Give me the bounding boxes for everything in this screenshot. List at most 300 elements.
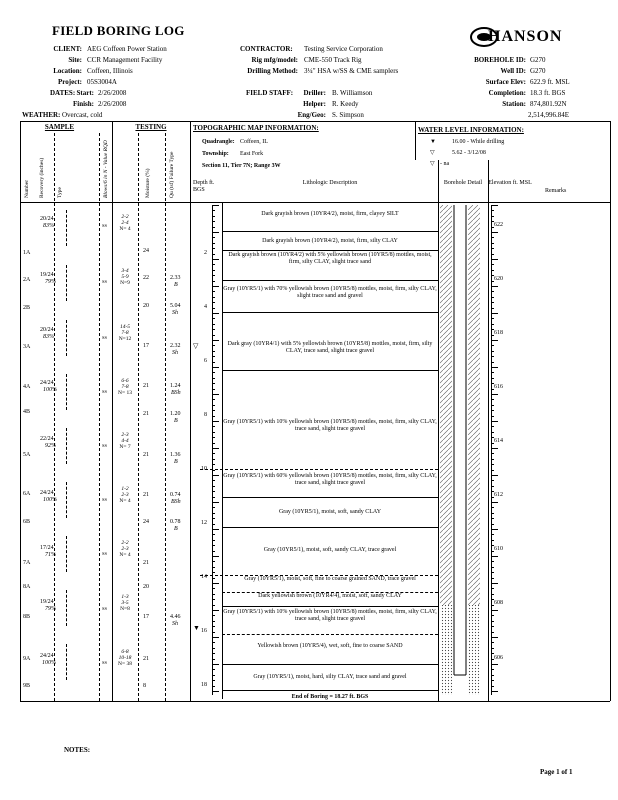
finish-value: 2/26/2008 xyxy=(98,100,127,108)
scale-tick xyxy=(491,578,494,579)
surface-label: Surface Elev: xyxy=(485,78,526,86)
scale-tick xyxy=(491,529,498,530)
failure-type: BSh xyxy=(171,390,181,396)
scale-tick xyxy=(212,232,219,233)
log-title: FIELD BORING LOG xyxy=(52,23,185,38)
scale-tick xyxy=(212,372,215,373)
scale-tick xyxy=(212,291,215,292)
scale-tick xyxy=(491,216,494,217)
well-label: Well ID: xyxy=(500,67,526,75)
scale-tick xyxy=(212,275,215,276)
scale-tick xyxy=(491,254,494,255)
sample-interval xyxy=(66,428,67,464)
scale-tick xyxy=(491,399,494,400)
scale-tick xyxy=(491,302,494,303)
scale-tick xyxy=(212,237,215,238)
scale-tick xyxy=(212,605,215,606)
scale-tick xyxy=(212,318,215,319)
scale-tick xyxy=(212,281,215,282)
sample-type: SS xyxy=(102,389,108,394)
lithology-description: Gray (10YR5/1), moist, soft, sandy CLAY xyxy=(278,509,382,515)
scale-tick xyxy=(212,691,219,692)
hanson-logo xyxy=(470,26,610,48)
scale-tick xyxy=(212,286,219,287)
sample-number: 6A xyxy=(23,491,31,497)
depth-label: 4 xyxy=(204,304,207,310)
scale-tick xyxy=(491,286,498,287)
sample-number: 9B xyxy=(23,683,31,689)
recovery-pct: 92% xyxy=(45,443,56,449)
rig-value: CME-550 Track Rig xyxy=(304,56,362,64)
scale-tick xyxy=(491,313,498,314)
scale-tick xyxy=(212,437,215,438)
scale-tick xyxy=(212,308,215,309)
lithology-description: Gray (10YR5/1), moist, hard, silty CLAY, trace sand and gravel xyxy=(253,674,407,680)
borehole-col-label: Borehole Detail xyxy=(443,180,483,186)
scale-tick xyxy=(212,329,215,330)
scale-tick xyxy=(212,637,219,638)
sample-type: SS xyxy=(102,443,108,448)
page-number: Page 1 of 1 xyxy=(540,768,573,776)
client-value: AEG Coffeen Power Station xyxy=(87,45,167,53)
scale-tick xyxy=(491,372,494,373)
moisture: 21 xyxy=(143,452,149,458)
table-left-border xyxy=(20,121,21,701)
helper-label: Helper: xyxy=(303,100,326,108)
scale-tick xyxy=(212,313,219,314)
scale-tick xyxy=(491,432,494,433)
table-right-border xyxy=(610,121,611,701)
depth-label: 12 xyxy=(201,520,207,526)
scale-tick xyxy=(491,632,494,633)
scale-tick xyxy=(491,410,494,411)
water-level-2: 5.62 - 3/12/08 xyxy=(452,150,486,156)
recovery-pct: 83% xyxy=(43,223,54,229)
scale-tick xyxy=(491,583,498,584)
sample-number: 1A xyxy=(23,250,31,256)
field-staff-label: FIELD STAFF: xyxy=(246,89,294,97)
moisture: 21 xyxy=(143,411,149,417)
water-level-1: 16.00 - While drilling xyxy=(452,139,505,145)
surface-value: 622.9 ft. MSL xyxy=(530,78,570,86)
scale-tick xyxy=(212,399,215,400)
moisture: 21 xyxy=(143,383,149,389)
lithology-description: Gray (10YR5/1), moist, soft, fine to coarse grained SAND, trace gravel xyxy=(244,576,416,582)
table-top-border xyxy=(20,121,610,122)
project-value: 05S3004A xyxy=(87,78,117,86)
water-after-icon: ▽ xyxy=(430,150,435,156)
helper-value: R. Keedy xyxy=(332,100,359,108)
topo-title: TOPOGRAPHIC MAP INFORMATION: xyxy=(193,124,319,132)
scale-tick xyxy=(491,318,494,319)
scale-tick xyxy=(491,669,494,670)
scale-tick xyxy=(212,351,215,352)
scale-tick xyxy=(212,583,219,584)
sample-type: SS xyxy=(102,497,108,502)
sample-interval xyxy=(66,320,67,356)
logo-text: HANSON xyxy=(488,28,563,45)
scale-tick xyxy=(212,421,219,422)
recovery-col-label: Recovery (inches) xyxy=(39,157,45,198)
drilling-label: Drilling Method: xyxy=(247,67,298,75)
scale-tick xyxy=(491,653,494,654)
layer-boundary xyxy=(222,231,438,232)
scale-tick xyxy=(212,248,215,249)
failure-type: B xyxy=(174,526,178,532)
layer-boundary xyxy=(222,606,438,607)
scale-tick xyxy=(491,378,494,379)
start-value: 2/26/2008 xyxy=(98,89,127,97)
sample-number: 9A xyxy=(23,656,31,662)
lithology-description: Dark grayish brown (10YR4/2) with 5% yellowish brown (10YR5/8) mottles, moist, firm, silty CLAY, slight trace sand xyxy=(228,252,432,265)
elev-label: 622 xyxy=(494,222,503,228)
station-label: Station: xyxy=(502,100,526,108)
scale-tick xyxy=(212,221,215,222)
blows: 1-3 3-5 N=8 xyxy=(120,594,130,612)
scale-tick xyxy=(491,270,494,271)
scale-tick xyxy=(212,243,215,244)
scale-tick xyxy=(212,540,215,541)
scale-tick xyxy=(212,297,215,298)
scale-tick xyxy=(212,302,215,303)
column-header-border xyxy=(20,202,610,203)
elev-label: 614 xyxy=(494,438,503,444)
scale-tick xyxy=(491,572,494,573)
location-value: Coffeen, Illinois xyxy=(87,67,133,75)
qu: 2.33 xyxy=(170,275,181,281)
scale-tick xyxy=(491,248,494,249)
scale-tick xyxy=(212,367,219,368)
qu: 0.78 xyxy=(170,519,181,525)
recovery: 17/24 xyxy=(40,545,54,551)
depth-label: 18 xyxy=(201,682,207,688)
sample-number: 4B xyxy=(23,409,31,415)
scale-tick xyxy=(491,470,494,471)
scale-tick xyxy=(491,308,494,309)
borehole-label: BOREHOLE ID: xyxy=(474,56,526,64)
lithology-description: Gray (10YR5/1) with 10% yellowish brown (10YR5/8) mottles, moist, firm, silty CLAY, trace sand, slight trace gravel xyxy=(223,419,437,432)
well-construction-diagram xyxy=(438,205,488,695)
depth-label: 14 xyxy=(201,574,207,580)
scale-tick xyxy=(212,389,215,390)
blows: 2-2 2-3 N= 4 xyxy=(119,540,131,558)
scale-tick xyxy=(491,524,494,525)
completion-value: 18.3 ft. BGS xyxy=(530,89,566,97)
scale-tick xyxy=(491,237,494,238)
sample-type: SS xyxy=(102,660,108,665)
scale-tick xyxy=(212,216,215,217)
depth-label: 2 xyxy=(204,250,207,256)
recovery-pct: 79% xyxy=(45,279,56,285)
sample-number: 2B xyxy=(23,305,31,311)
scale-tick xyxy=(212,410,215,411)
scale-tick xyxy=(212,491,215,492)
scale-tick xyxy=(491,259,498,260)
remarks-col-label: Remarks xyxy=(545,188,567,194)
water-level-marker-icon: ▽ xyxy=(193,342,199,350)
lithology-description: Gray (10YR5/1), moist, soft, sandy CLAY, trace gravel xyxy=(263,547,397,553)
scale-tick xyxy=(491,615,494,616)
failure-type: Sh xyxy=(172,310,178,316)
layer-boundary xyxy=(222,664,438,665)
scale-tick xyxy=(491,637,498,638)
scale-tick xyxy=(491,675,494,676)
completion-label: Completion: xyxy=(488,89,526,97)
recovery-pct: 100% xyxy=(43,387,57,393)
sample-interval xyxy=(66,210,67,246)
layer-boundary xyxy=(222,634,438,635)
blows: 2-3 4-4 N= 7 xyxy=(119,432,131,450)
recovery: 24/24 xyxy=(40,490,54,496)
sample-type: SS xyxy=(102,223,108,228)
layer-boundary xyxy=(200,469,438,470)
scale-tick xyxy=(212,383,215,384)
scale-tick xyxy=(212,459,215,460)
scale-tick xyxy=(491,561,494,562)
failure-type: Sh xyxy=(172,621,178,627)
testing-header: TESTING xyxy=(135,123,167,131)
elev-label: 610 xyxy=(494,546,503,552)
recovery-pct: 83% xyxy=(43,334,54,340)
scale-tick xyxy=(212,443,215,444)
sample-type: SS xyxy=(102,335,108,340)
scale-tick xyxy=(212,394,219,395)
col-sep-depth xyxy=(190,121,191,701)
section-line: Section 11, Tier 7N; Range 3W xyxy=(202,163,281,169)
drilling-value: 3¼" HSA w/SS & CME samplers xyxy=(304,67,399,75)
sample-interval xyxy=(66,536,67,572)
scale-tick xyxy=(212,486,215,487)
scale-tick xyxy=(212,210,215,211)
scale-tick xyxy=(491,264,494,265)
scale-tick xyxy=(491,405,494,406)
moisture: 17 xyxy=(143,343,149,349)
recovery-pct: 100% xyxy=(42,660,56,666)
driller-value: B. Williamson xyxy=(332,89,373,97)
recovery: 24/24 xyxy=(40,380,54,386)
scale-tick xyxy=(491,464,494,465)
scale-tick xyxy=(212,615,215,616)
scale-tick xyxy=(491,567,494,568)
sample-interval xyxy=(66,590,67,626)
recovery: 22/24 xyxy=(40,436,54,442)
scale-tick xyxy=(491,205,498,206)
depth-col-label: Depth ft. BGS xyxy=(193,180,215,193)
contractor-value: Testing Service Corporation xyxy=(304,45,383,53)
lithology-description: Dark grayish brown (10YR4/2), moist, firm, silty CLAY xyxy=(262,238,398,244)
lithology-description: Dark grayish brown (10YR4/2), moist, firm, clayey SILT xyxy=(261,211,399,217)
moisture: 8 xyxy=(143,683,146,689)
weather-value: Overcast, cold xyxy=(62,111,103,119)
scale-tick xyxy=(212,464,215,465)
recovery-pct: 71% xyxy=(45,552,56,558)
scale-tick xyxy=(491,351,494,352)
scale-tick xyxy=(212,578,215,579)
blows: 14-5 7-8 N=12 xyxy=(118,324,132,342)
scale-tick xyxy=(491,588,494,589)
scale-tick xyxy=(491,507,494,508)
moisture: 17 xyxy=(143,614,149,620)
water-while-drilling-marker-icon: ▼ xyxy=(193,624,200,632)
recovery: 19/24 xyxy=(40,599,54,605)
scale-tick xyxy=(212,621,215,622)
blows: 3-4 5-9 N=9 xyxy=(120,268,130,286)
scale-tick xyxy=(491,648,494,649)
scale-tick xyxy=(212,653,215,654)
scale-tick xyxy=(491,448,498,449)
sample-type: SS xyxy=(102,279,108,284)
scale-tick xyxy=(212,529,219,530)
sample-interval xyxy=(66,265,67,301)
qu: 1.24 xyxy=(170,383,181,389)
moisture: 21 xyxy=(143,560,149,566)
scale-tick xyxy=(491,459,494,460)
scale-tick xyxy=(212,551,215,552)
scale-tick xyxy=(212,561,215,562)
scale-tick xyxy=(491,232,498,233)
scale-tick xyxy=(212,227,215,228)
scale-tick xyxy=(491,426,494,427)
scale-tick xyxy=(491,594,494,595)
depth-label: 10 xyxy=(201,466,207,472)
eng-label: Eng/Geo: xyxy=(297,111,326,119)
lithology-description: Gray (10YR5/1) with 10% yellowish brown (10YR5/8) mottles, moist, firm, silty CLAY, trace sand, slight trace gravel xyxy=(223,609,437,622)
notes-label: NOTES: xyxy=(64,746,91,754)
recovery: 20/24 xyxy=(40,216,54,222)
recovery: 24/24 xyxy=(40,653,54,659)
scale-tick xyxy=(212,264,215,265)
litho-left-border xyxy=(222,202,223,699)
station-value: 874,801.92N xyxy=(530,100,567,108)
scale-tick xyxy=(491,475,498,476)
water-level-3: - na xyxy=(440,161,450,167)
depth-label: 16 xyxy=(201,628,207,634)
scale-tick xyxy=(212,642,215,643)
scale-tick xyxy=(212,513,215,514)
qu: 1.36 xyxy=(170,452,181,458)
scale-tick xyxy=(491,356,494,357)
dates-label: DATES: xyxy=(50,89,76,97)
scale-tick xyxy=(491,394,498,395)
sample-interval xyxy=(66,482,67,518)
col-sep-qu xyxy=(165,133,166,701)
litho-col-label: Lithologic Description xyxy=(302,180,358,186)
sample-number: 3A xyxy=(23,344,31,350)
col-sep-type xyxy=(99,133,100,701)
blows-col-label: Blows/6 in N - Value RQD xyxy=(103,140,109,198)
quad-value: Coffeen, IL xyxy=(240,139,268,145)
lithology-description: Dark gray (10YR4/1) with 5% yellowish brown (10YR5/8) mottles, moist, firm, silty CLAY, trace sand, slight trace gravel xyxy=(227,341,433,354)
moisture: 24 xyxy=(143,519,149,525)
qu: 0.74 xyxy=(170,492,181,498)
blows: 1-2 2-3 N= 4 xyxy=(119,486,131,504)
scale-tick xyxy=(491,453,494,454)
scale-tick xyxy=(212,588,215,589)
sample-type: SS xyxy=(102,606,108,611)
layer-boundary xyxy=(222,250,438,251)
water-while-drilling-icon: ▼ xyxy=(430,139,436,145)
scale-tick xyxy=(491,534,494,535)
layer-boundary xyxy=(222,280,438,281)
scale-tick xyxy=(491,556,498,557)
qu: 1.20 xyxy=(170,411,181,417)
failure-type: BSh xyxy=(171,499,181,505)
sample-number: 7A xyxy=(23,560,31,566)
elev-label: 608 xyxy=(494,600,503,606)
scale-tick xyxy=(491,691,498,692)
client-label: CLIENT: xyxy=(53,45,82,53)
col-sep-blows xyxy=(112,121,113,701)
scale-tick xyxy=(212,610,219,611)
scale-tick xyxy=(212,567,215,568)
scale-tick xyxy=(212,502,219,503)
scale-tick xyxy=(212,524,215,525)
sample-number: 6B xyxy=(23,519,31,525)
scale-tick xyxy=(212,572,215,573)
scale-tick xyxy=(491,480,494,481)
elev-col-label: Elevation ft. MSL xyxy=(488,180,532,186)
station-value-2: 2,514,996.84E xyxy=(528,111,570,119)
scale-tick xyxy=(491,626,494,627)
sample-header: SAMPLE xyxy=(44,123,75,131)
scale-tick xyxy=(491,297,494,298)
end-of-boring: End of Boring = 18.27 ft. BGS xyxy=(291,694,369,700)
moisture: 24 xyxy=(143,248,149,254)
recovery: 20/24 xyxy=(40,327,54,333)
type-col-label: Type xyxy=(57,187,63,198)
col-sep-water xyxy=(415,121,416,160)
well-value: G270 xyxy=(530,67,546,75)
sample-interval xyxy=(66,644,67,680)
scale-tick xyxy=(212,448,219,449)
moisture: 20 xyxy=(143,303,149,309)
sample-number: 4A xyxy=(23,384,31,390)
weather-label: WEATHER: xyxy=(22,111,61,119)
site-value: CCR Management Facility xyxy=(87,56,163,64)
recovery: 19/24 xyxy=(40,272,54,278)
location-label: Location: xyxy=(53,67,82,75)
depth-label: 8 xyxy=(204,412,207,418)
scale-tick xyxy=(212,626,215,627)
scale-tick xyxy=(212,335,215,336)
scale-tick xyxy=(491,642,494,643)
col-sep-moisture xyxy=(138,133,139,701)
scale-tick xyxy=(212,205,219,206)
scale-tick xyxy=(212,426,215,427)
lithology-description: Yellowish brown (10YR5/4), wet, soft, fine to coarse SAND xyxy=(257,643,403,649)
scale-tick xyxy=(212,416,215,417)
scale-tick xyxy=(491,502,498,503)
scale-tick xyxy=(212,378,215,379)
scale-tick xyxy=(212,453,215,454)
sample-number: 5A xyxy=(23,452,31,458)
scale-tick xyxy=(212,254,215,255)
scale-tick xyxy=(212,545,215,546)
elev-label: 612 xyxy=(494,492,503,498)
scale-tick xyxy=(212,659,215,660)
scale-tick xyxy=(212,648,215,649)
scale-tick xyxy=(212,680,215,681)
scale-tick xyxy=(212,556,219,557)
water-title: WATER LEVEL INFORMATION: xyxy=(418,126,524,134)
failure-type: B xyxy=(174,418,178,424)
scale-tick xyxy=(491,540,494,541)
scale-tick xyxy=(212,475,219,476)
moisture: 21 xyxy=(143,492,149,498)
township-value: East Fork xyxy=(240,151,264,157)
scale-tick xyxy=(491,513,494,514)
table-bottom-border xyxy=(20,701,610,702)
